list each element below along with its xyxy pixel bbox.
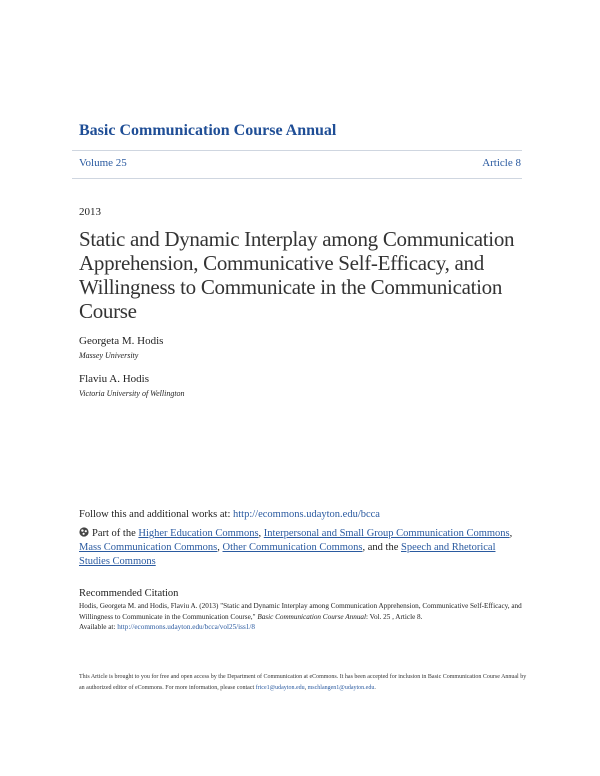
journal-title[interactable]: Basic Communication Course Annual bbox=[79, 122, 337, 139]
commons-link[interactable]: Other Communication Commons bbox=[222, 542, 363, 553]
citation-url-link[interactable]: http://ecommons.udayton.edu/bcca/vol25/iss1/8 bbox=[117, 623, 255, 631]
citation-journal: Basic Communication Course Annual bbox=[257, 612, 367, 621]
publication-year: 2013 bbox=[79, 206, 101, 218]
separator: , and the bbox=[362, 542, 402, 553]
contact-email-link[interactable]: mschlangen1@udayton.edu bbox=[307, 684, 375, 691]
commons-link[interactable]: Mass Communication Commons bbox=[79, 542, 218, 553]
footer-note bbox=[79, 672, 529, 693]
network-icon bbox=[79, 527, 89, 537]
author-name: Flaviu A. Hodis bbox=[79, 373, 149, 385]
commons-link[interactable]: Higher Education Commons bbox=[138, 528, 259, 539]
recommended-citation-heading: Recommended Citation bbox=[79, 588, 179, 599]
header-rule-bottom bbox=[72, 178, 522, 179]
author-name: Georgeta M. Hodis bbox=[79, 335, 164, 347]
commons-link[interactable]: Speech and Rhetorical Studies Commons bbox=[79, 542, 496, 567]
article-title: Static and Dynamic Interplay among Communication Apprehension, Communicative Self-Efficacy, and Willingness to Communicate in the Communication Course bbox=[79, 227, 515, 323]
article-link[interactable]: Article 8 bbox=[482, 157, 521, 169]
footer-text: This Article is brought to you for free and open access by the Department of Communication at eCommons. It has been accepted for inclusion in Basic Communication Course Annual by an authorized editor of eCommons. For more information, please contact bbox=[79, 674, 527, 691]
citation-text bbox=[79, 601, 529, 633]
separator: , bbox=[509, 528, 513, 539]
part-of-prefix: Part of the bbox=[92, 528, 139, 539]
citation-volume: : Vol. 25 , Article 8. bbox=[366, 612, 423, 621]
separator: , bbox=[217, 542, 223, 553]
separator: , bbox=[304, 684, 308, 691]
part-of-commons bbox=[79, 527, 519, 569]
author-affiliation: Massey University bbox=[79, 351, 139, 360]
volume-link[interactable]: Volume 25 bbox=[79, 157, 127, 169]
follow-text: Follow this and additional works at: bbox=[79, 509, 233, 520]
available-at-label: Available at: bbox=[79, 623, 118, 631]
header-rule-top bbox=[72, 150, 522, 151]
follow-line bbox=[79, 509, 380, 520]
author-affiliation: Victoria University of Wellington bbox=[79, 389, 185, 398]
commons-link[interactable]: Interpersonal and Small Group Communication Commons bbox=[263, 528, 510, 539]
citation-main: Hodis, Georgeta M. and Hodis, Flaviu A. (2013) "Static and Dynamic Interplay among Communication Apprehension, Communicative Self-Efficacy, and Willingness to Communicate in the Communication Course," bbox=[79, 602, 522, 621]
separator: , bbox=[258, 528, 264, 539]
footer-end: . bbox=[374, 684, 376, 691]
contact-email-link[interactable]: frice1@udayton.edu bbox=[255, 684, 305, 691]
collection-link[interactable]: http://ecommons.udayton.edu/bcca bbox=[233, 509, 380, 520]
